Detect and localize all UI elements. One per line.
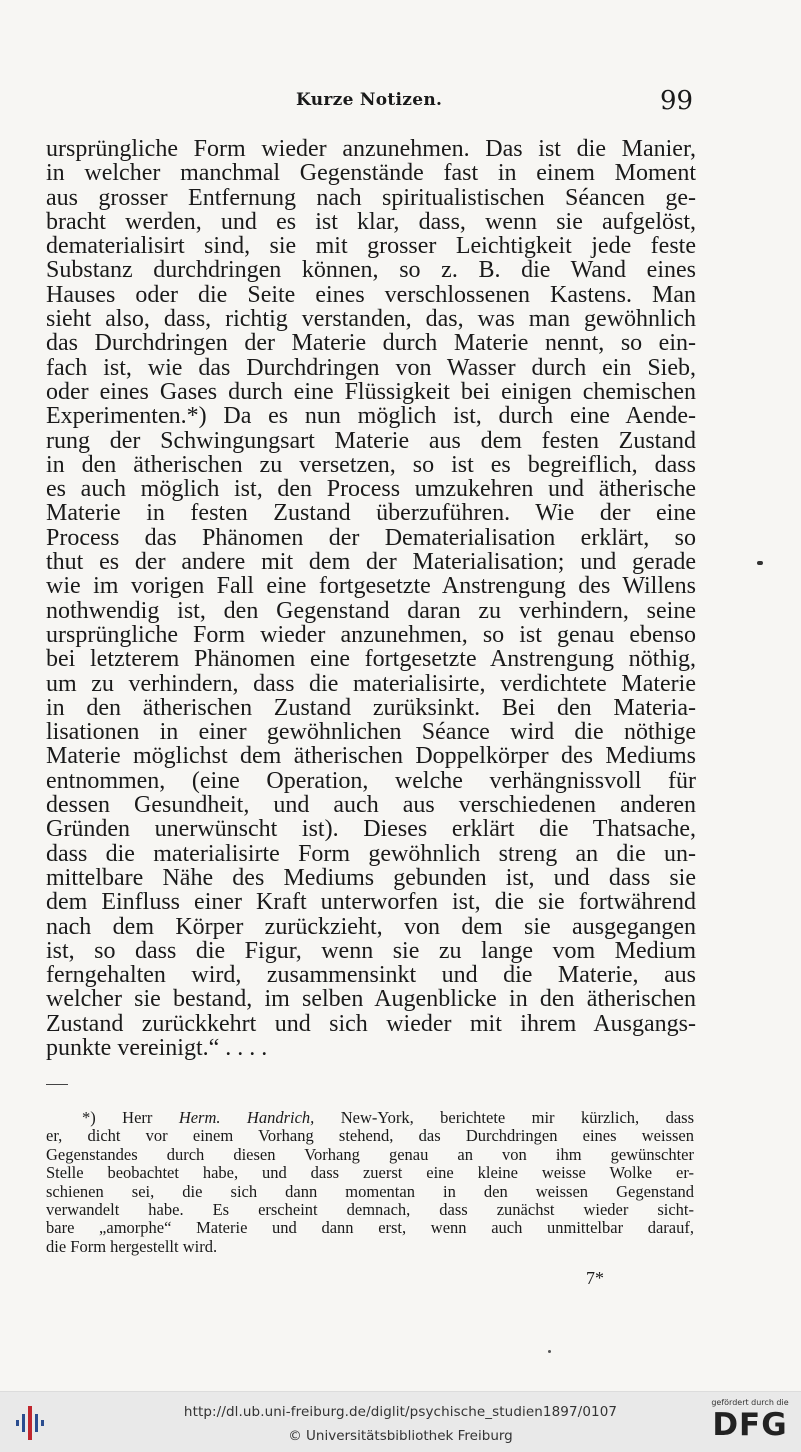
text-line: in welcher manchmal Gegenstände fast in einem Moment — [46, 160, 696, 187]
text-line: um zu verhindern, dass die materialisirte, verdichtete Materie — [46, 670, 696, 697]
text-line: in den ätherischen Zustand zurüksinkt. Bei den Materia- — [46, 694, 696, 721]
text-line: ferngehalten wird, zusammensinkt und die Materie, aus — [46, 962, 696, 989]
footnote-line: er, dicht vor einem Vorhang stehend, das Durchdringen eines weissen — [46, 1126, 694, 1146]
source-url[interactable]: http://dl.ub.uni-freiburg.de/diglit/psychische_studien1897/0107 — [183, 1404, 618, 1420]
text-line: in den ätherischen zu versetzen, so ist es begreiflich, dass — [46, 451, 696, 478]
text-line: punkte vereinigt.“ . . . . — [46, 1034, 268, 1061]
text-line: Gründen unerwünscht ist). Dieses erklärt die Thatsache, — [46, 816, 696, 843]
text-line: thut es der andere mit dem der Materialisation; und gerade — [46, 549, 696, 576]
footnote-line: Stelle beobachtet habe, und dass zuerst eine kleine weisse Wolke er- — [46, 1163, 694, 1183]
footnote-line: bare „amorphe“ Materie und dann erst, wenn auch unmittelbar darauf, — [46, 1218, 694, 1238]
text-line: bei letzterem Phänomen eine fortgesetzte Anstrengung nöthig, — [46, 646, 696, 673]
text-line: wie im vorigen Fall eine fortgesetzte Anstrengung des Willens — [46, 573, 696, 600]
text-line: Substanz durchdringen können, so z. B. die Wand eines — [46, 257, 696, 284]
text-line: dessen Gesundheit, und auch aus verschiedenen anderen — [46, 792, 696, 819]
dfg-logo-text: DFG — [712, 1407, 788, 1443]
running-header — [0, 88, 801, 118]
text-line: Hauses oder die Seite eines verschlossenen Kastens. Man — [46, 281, 696, 308]
dfg-caption: gefördert durch die — [711, 1398, 789, 1407]
text-line: sieht also, dass, richtig verstanden, das, was man gewöhnlich — [46, 306, 696, 333]
text-line: Process das Phänomen der Dematerialisation erklärt, so — [46, 524, 696, 551]
text-line: Materie möglichst dem ätherischen Doppelkörper des Mediums — [46, 743, 696, 770]
text-line: ursprüngliche Form wieder anzunehmen. Das ist die Manier, — [46, 136, 696, 162]
copyright-text: © Universitätsbibliothek Freiburg — [288, 1428, 513, 1444]
text-line: lisationen in einer gewöhnlichen Séance wird die nöthige — [46, 719, 696, 746]
text-line: Materie in festen Zustand überzuführen. Wie der eine — [46, 500, 696, 527]
main-text — [46, 137, 696, 1060]
text-line: ursprüngliche Form wieder anzunehmen, so ist genau ebenso — [46, 621, 696, 648]
text-line: aus grosser Entfernung nach spiritualistischen Séancen ge- — [46, 184, 696, 211]
footnote — [46, 1109, 694, 1256]
text-line: es auch möglich ist, den Process umzukehren und ätherische — [46, 476, 696, 503]
text-line: bracht werden, und es ist klar, dass, wenn sie aufgelöst, — [46, 208, 696, 235]
text-line: fach ist, wie das Durchdringen von Wasser durch ein Sieb, — [46, 354, 696, 381]
page-number: 99 — [660, 86, 694, 116]
dfg-logo — [704, 1398, 796, 1448]
text-line: dematerialisirt sind, sie mit grosser Leichtigkeit jede feste — [46, 233, 696, 260]
text-line: welcher sie bestand, im selben Augenblicke in den ätherischen — [46, 986, 696, 1013]
signature-mark: 7* — [586, 1268, 604, 1288]
text-line: Zustand zurückkehrt und sich wieder mit ihrem Ausgangs- — [46, 1010, 696, 1037]
text-line: dass die materialisirte Form gewöhnlich streng an die un- — [46, 840, 696, 867]
footnote-line: die Form hergestellt wird. — [46, 1236, 218, 1256]
footnote-line: schienen sei, die sich dann momentan in den weissen Gegenstand — [46, 1181, 694, 1201]
footnote-line: *) Herr Herm. Handrich, New-York, berichtete mir kürzlich, dass — [82, 1108, 694, 1127]
running-title: Kurze Notizen. — [296, 90, 443, 110]
footnote-rule — [46, 1084, 68, 1085]
footnote-author: Herm. Handrich, — [178, 1108, 315, 1127]
text-line: dem Einfluss einer Kraft unterworfen ist, die sie fortwährend — [46, 889, 696, 916]
text-line: entnommen, (eine Operation, welche verhängnissvoll für — [46, 767, 696, 794]
text-line: oder eines Gases durch eine Flüssigkeit bei einigen chemischen — [46, 378, 696, 405]
text-line: Experimenten.*) Da es nun möglich ist, durch eine Aende- — [46, 403, 696, 430]
text-line: nach dem Körper zurückzieht, von dem sie ausgegangen — [46, 913, 696, 940]
footnote-line: verwandelt habe. Es erscheint demnach, dass zunächst wieder sicht- — [46, 1199, 694, 1219]
footnote-line: Gegenstandes durch diesen Vorhang genau an von ihm gewünschter — [46, 1144, 694, 1164]
ink-speck — [757, 561, 763, 565]
text-line: rung der Schwingungsart Materie aus dem festen Zustand — [46, 427, 696, 454]
text-line: mittelbare Nähe des Mediums gebunden ist, und dass sie — [46, 864, 696, 891]
text-line: nothwendig ist, den Gegenstand daran zu verhindern, seine — [46, 597, 696, 624]
ink-speck — [548, 1350, 551, 1353]
text-line: ist, so dass die Figur, wenn sie zu lange vom Medium — [46, 937, 696, 964]
footer-bar — [0, 1391, 801, 1452]
text-line: das Durchdringen der Materie durch Materie nennt, so ein- — [46, 330, 696, 357]
